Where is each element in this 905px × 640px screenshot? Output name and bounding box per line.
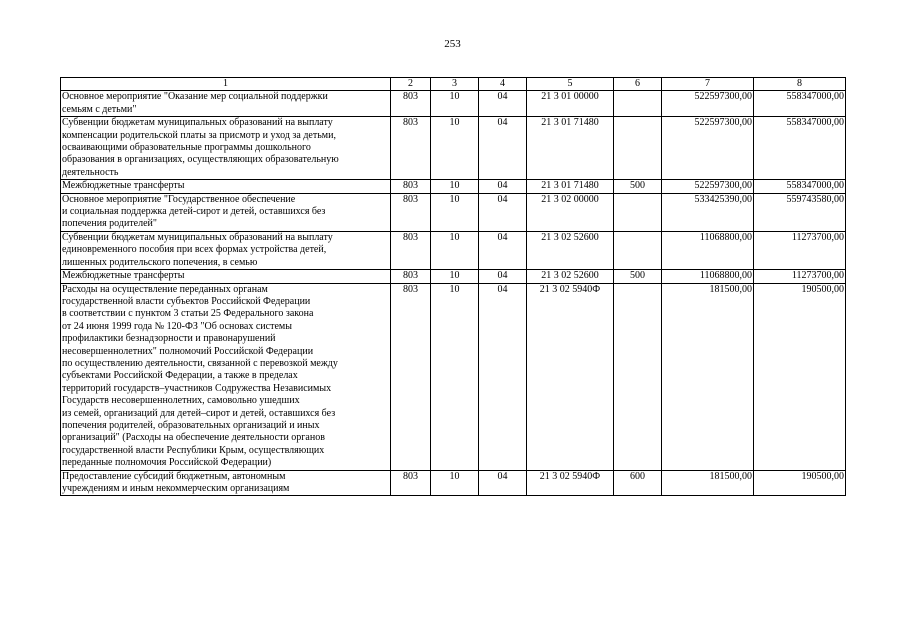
row-amount-2: 558347000,00 [754, 180, 846, 193]
table-row [61, 270, 846, 283]
row-name: Субвенции бюджетам муниципальных образований на выплату единовременного пособия при всех формах устройства детей, лишенных родительского попечения, в семью [61, 231, 391, 269]
row-amount-2: 190500,00 [754, 283, 846, 470]
row-ministry: 803 [391, 283, 431, 470]
row-name: Межбюджетные трансферты [61, 180, 391, 193]
row-subsection: 04 [479, 180, 527, 193]
table-row [61, 180, 846, 193]
row-amount-2: 11273700,00 [754, 231, 846, 269]
row-section: 10 [431, 180, 479, 193]
header-col-7: 7 [662, 78, 754, 91]
row-amount-1: 522597300,00 [662, 180, 754, 193]
row-ministry: 803 [391, 91, 431, 117]
budget-table [60, 77, 846, 496]
row-amount-2: 558347000,00 [754, 117, 846, 180]
row-ministry: 803 [391, 193, 431, 231]
row-name: Межбюджетные трансферты [61, 270, 391, 283]
table-row [61, 231, 846, 269]
header-col-5: 5 [527, 78, 614, 91]
row-amount-1: 11068800,00 [662, 270, 754, 283]
row-ministry: 803 [391, 231, 431, 269]
header-col-2: 2 [391, 78, 431, 91]
row-subsection: 04 [479, 193, 527, 231]
row-target: 21 3 02 52600 [527, 231, 614, 269]
table-row [61, 193, 846, 231]
header-col-1: 1 [61, 78, 391, 91]
row-ministry: 803 [391, 117, 431, 180]
page-number: 253 [444, 38, 461, 50]
header-row [61, 78, 846, 91]
row-section: 10 [431, 117, 479, 180]
row-type: 500 [614, 270, 662, 283]
row-amount-1: 522597300,00 [662, 117, 754, 180]
header-col-6: 6 [614, 78, 662, 91]
row-name: Основное мероприятие "Оказание мер социальной поддержки семьям с детьми" [61, 91, 391, 117]
row-amount-1: 181500,00 [662, 470, 754, 496]
row-subsection: 04 [479, 283, 527, 470]
row-section: 10 [431, 270, 479, 283]
row-amount-1: 181500,00 [662, 283, 754, 470]
row-type [614, 231, 662, 269]
row-subsection: 04 [479, 117, 527, 180]
row-type [614, 117, 662, 180]
row-type [614, 91, 662, 117]
row-type [614, 283, 662, 470]
row-target: 21 3 02 5940Ф [527, 470, 614, 496]
row-section: 10 [431, 283, 479, 470]
row-section: 10 [431, 231, 479, 269]
row-target: 21 3 01 00000 [527, 91, 614, 117]
row-name: Предоставление субсидий бюджетным, автономным учреждениям и иным некоммерческим организациям [61, 470, 391, 496]
row-target: 21 3 02 5940Ф [527, 283, 614, 470]
table-row [61, 470, 846, 496]
row-amount-1: 533425390,00 [662, 193, 754, 231]
header-col-8: 8 [754, 78, 846, 91]
row-target: 21 3 02 00000 [527, 193, 614, 231]
table-row [61, 283, 846, 470]
row-type [614, 193, 662, 231]
row-amount-2: 190500,00 [754, 470, 846, 496]
row-section: 10 [431, 470, 479, 496]
row-amount-1: 11068800,00 [662, 231, 754, 269]
row-section: 10 [431, 91, 479, 117]
row-target: 21 3 01 71480 [527, 117, 614, 180]
table-row [61, 91, 846, 117]
row-ministry: 803 [391, 470, 431, 496]
row-name: Субвенции бюджетам муниципальных образований на выплату компенсации родительской платы за присмотр и уход за детьми, осваивающими образовательные программы дошкольного образования в организациях, осуществляющих образовательную деятельность [61, 117, 391, 180]
row-amount-1: 522597300,00 [662, 91, 754, 117]
row-amount-2: 11273700,00 [754, 270, 846, 283]
row-target: 21 3 02 52600 [527, 270, 614, 283]
table-row [61, 117, 846, 180]
header-col-4: 4 [479, 78, 527, 91]
row-subsection: 04 [479, 231, 527, 269]
row-ministry: 803 [391, 180, 431, 193]
header-col-3: 3 [431, 78, 479, 91]
row-target: 21 3 01 71480 [527, 180, 614, 193]
row-ministry: 803 [391, 270, 431, 283]
row-type: 600 [614, 470, 662, 496]
row-name: Основное мероприятие "Государственное обеспечение и социальная поддержка детей-сирот и детей, оставшихся без попечения родителей" [61, 193, 391, 231]
row-amount-2: 558347000,00 [754, 91, 846, 117]
row-subsection: 04 [479, 91, 527, 117]
row-subsection: 04 [479, 270, 527, 283]
row-type: 500 [614, 180, 662, 193]
row-section: 10 [431, 193, 479, 231]
row-name: Расходы на осуществление переданных органам государственной власти субъектов Российской Федерации в соответствии с пунктом 3 статьи 25 Федерального закона от 24 июня 1999 года № 120-ФЗ "Об основах системы профилактики безнадзорности и правонарушений несовершеннолетних" полномочий Российской Федерации по осуществлению деятельности, связанной с перевозкой между субъектами Российской Федерации, а также в пределах территорий государств–участников Содружества Независимых Государств несовершеннолетних, самовольно ушедших из семей, организаций для детей–сирот и детей, оставшихся без попечения родителей, образовательных организаций и иных организаций" (Расходы на обеспечение деятельности органов государственной власти Республики Крым, осуществляющих переданные полномочия Российской Федерации) [61, 283, 391, 470]
row-amount-2: 559743580,00 [754, 193, 846, 231]
row-subsection: 04 [479, 470, 527, 496]
